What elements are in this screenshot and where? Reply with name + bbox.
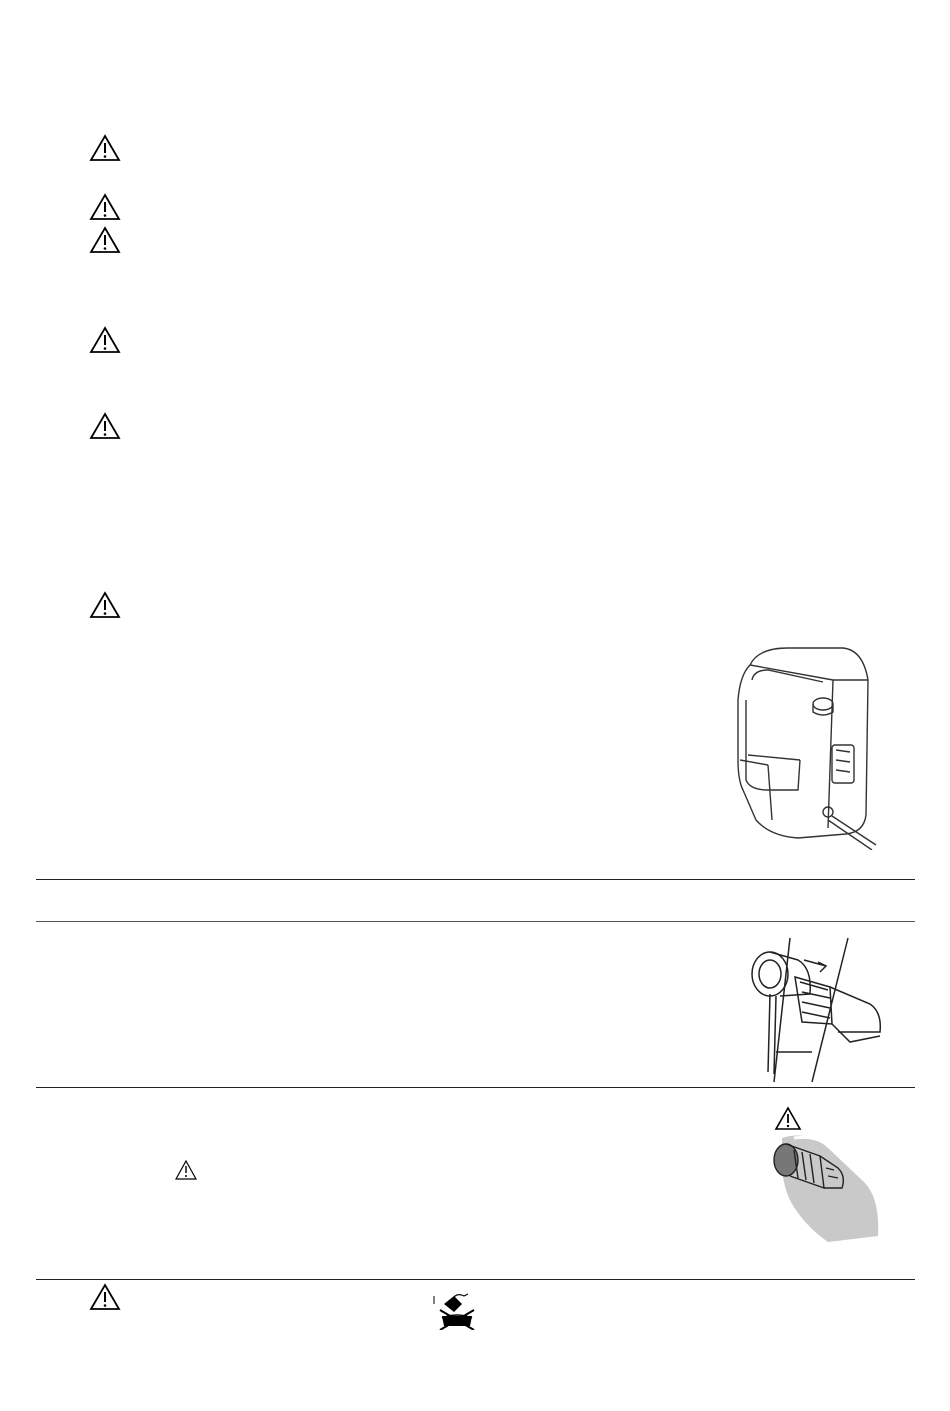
section-divider — [36, 879, 915, 880]
warning-triangle-icon — [89, 591, 121, 619]
connector-plug-illustration — [740, 932, 885, 1082]
charging-station-illustration — [728, 640, 878, 850]
warning-triangle-icon — [89, 134, 121, 162]
warning-triangle-icon — [89, 193, 121, 221]
warning-triangle-icon — [89, 326, 121, 354]
no-washing-icon — [432, 1290, 482, 1330]
warning-triangle-icon — [89, 412, 121, 440]
section-divider — [36, 1279, 915, 1280]
section-divider — [36, 1087, 915, 1088]
warning-triangle-icon — [175, 1160, 197, 1180]
hand-tightening-illustration — [768, 1128, 883, 1246]
warning-triangle-icon — [89, 226, 121, 254]
section-divider — [36, 921, 915, 922]
warning-triangle-icon — [89, 1283, 121, 1311]
